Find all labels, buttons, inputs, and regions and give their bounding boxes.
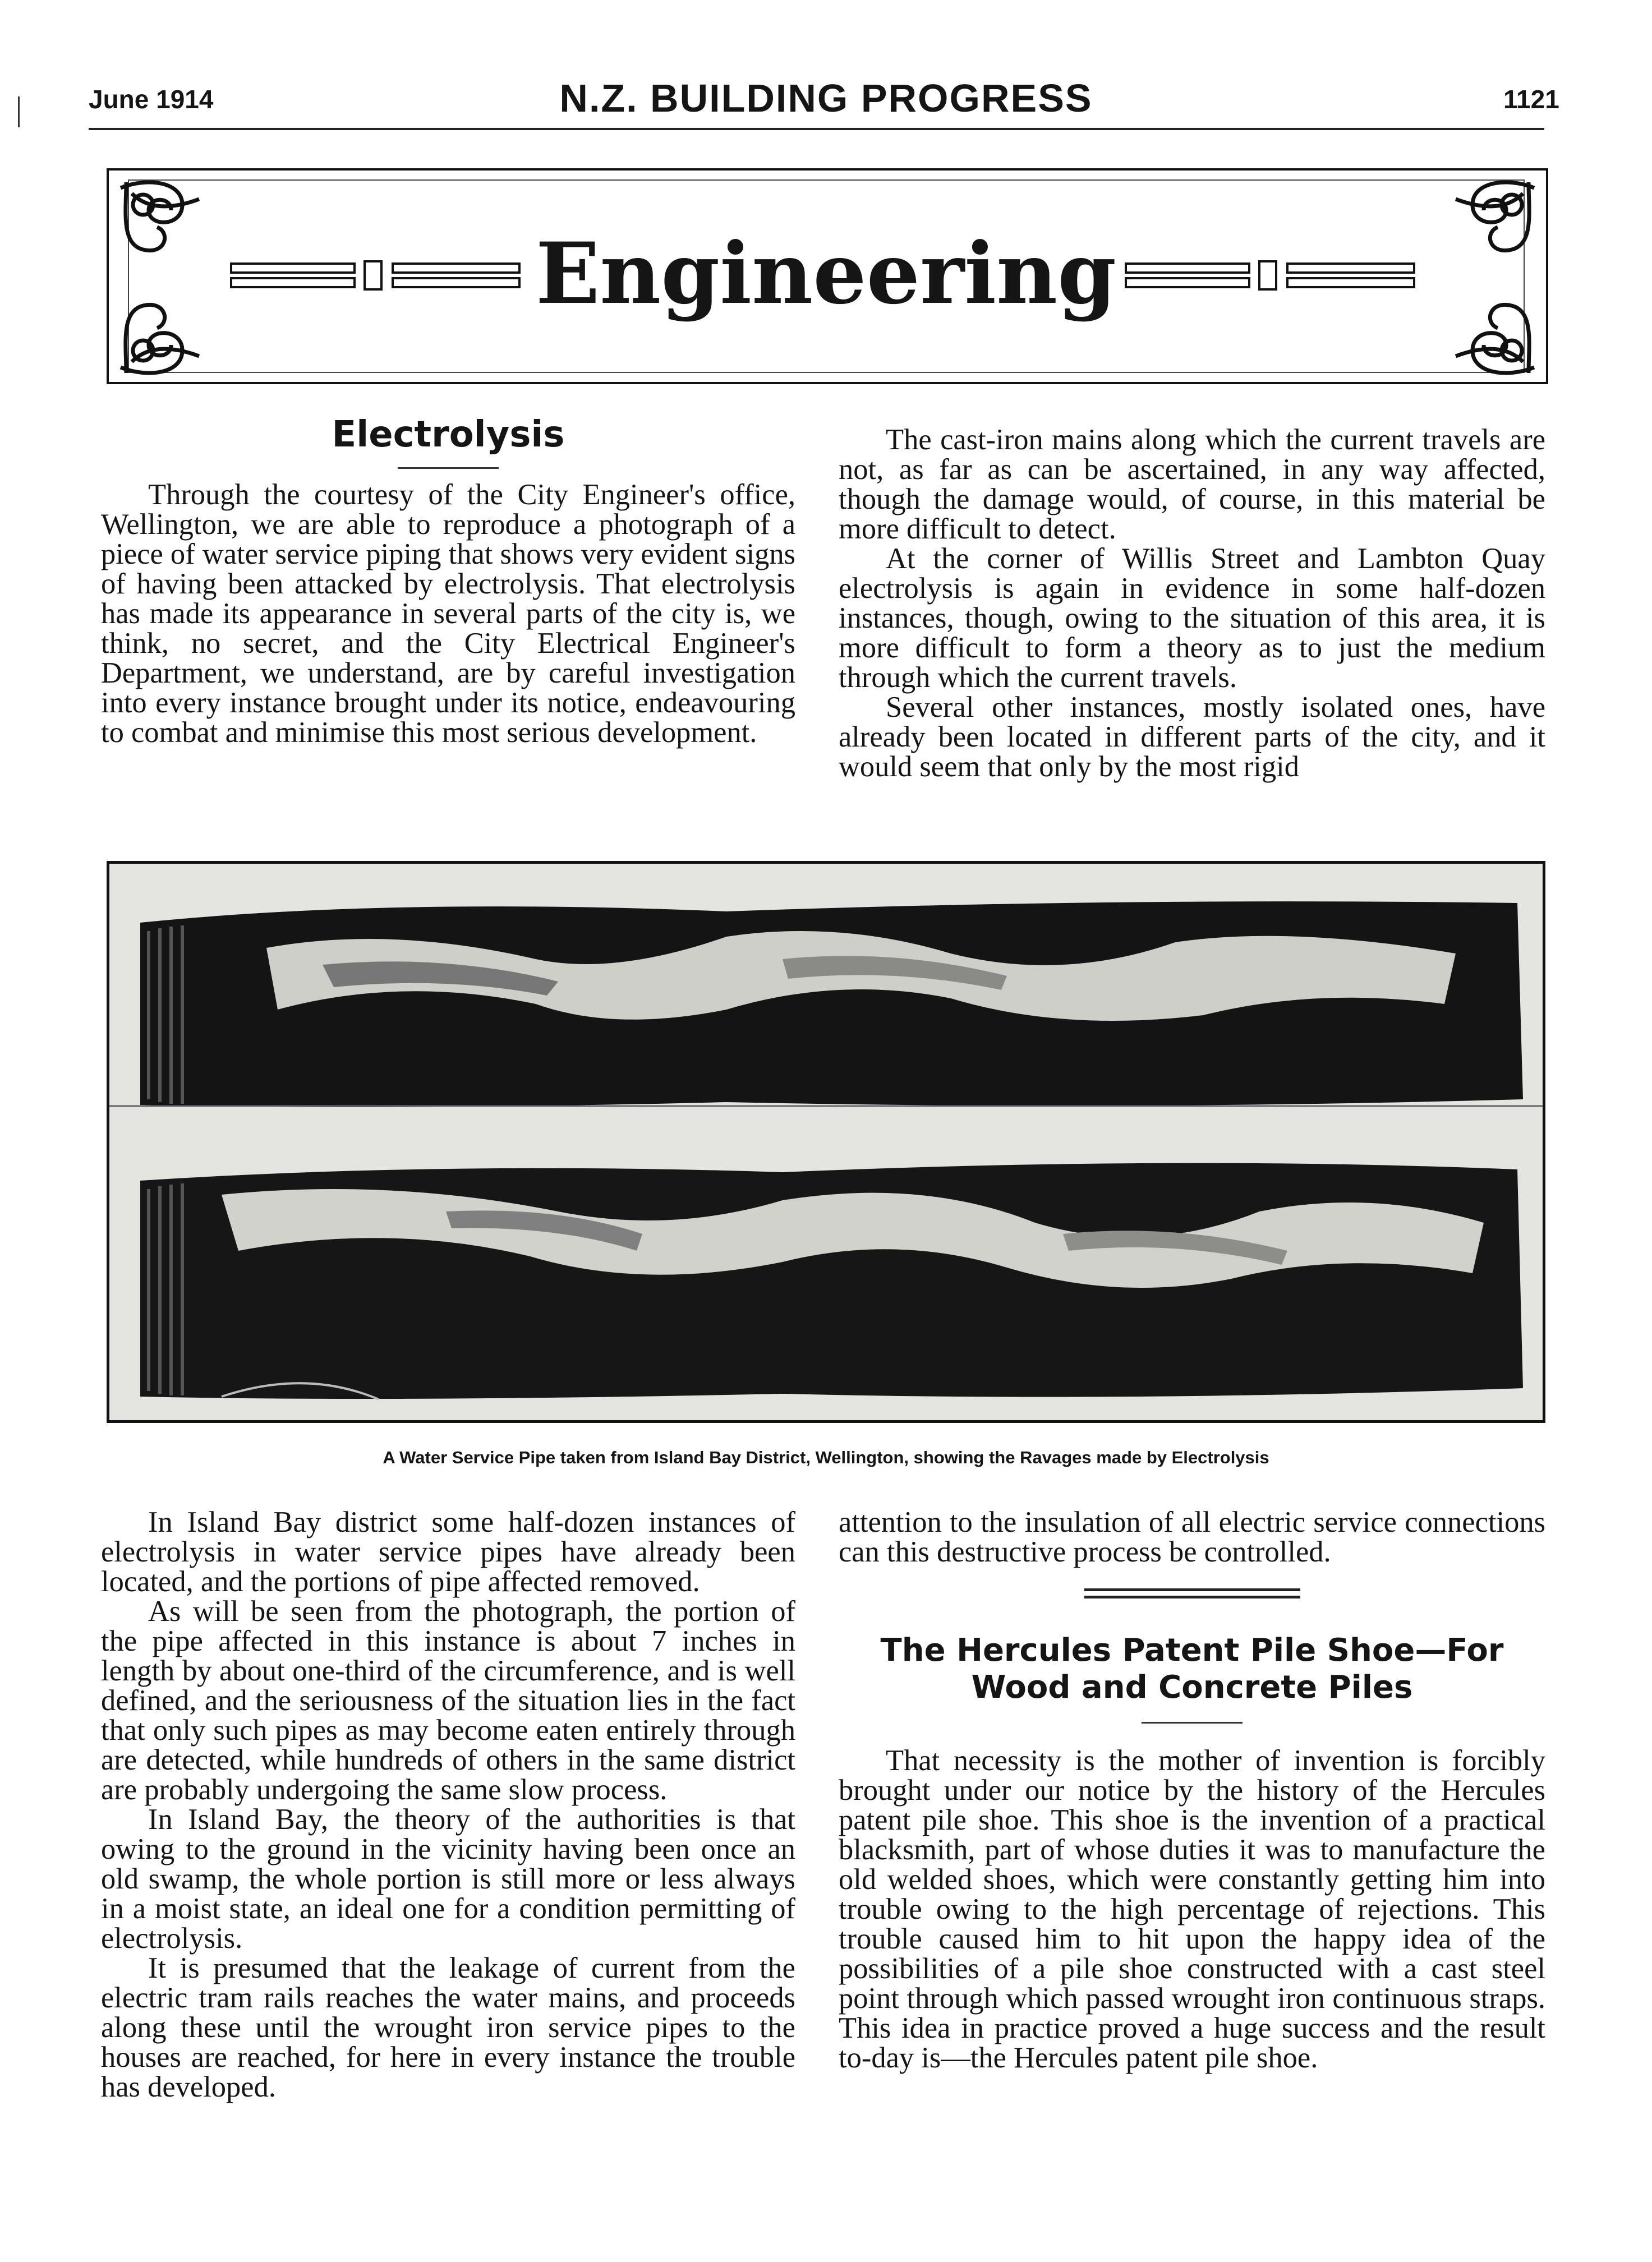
photo-caption: A Water Service Pipe taken from Island Bay District, Wellington, showing the Ravages made by Electrolysis [383, 1448, 1269, 1467]
paragraph: That necessity is the mother of invention is forcibly brought under our notice by the history of the Hercules patent pile shoe. This shoe is the invention of a practical blacksmith, part of whose duties it was to manufacture the old welded shoes, which were constantly getting him into trouble owing to the high percentage of rejections. This trouble caused him to hit upon the happy idea of the possibilities of a pile shoe constructed with a cast steel point through which passed wrought iron continuous straps. This idea in practice proved a huge success and the result to-day is—the Hercules patent pile shoe. [839, 1744, 1545, 2074]
electrolysis-upper-right-column [839, 425, 1545, 782]
section-title: Engineering [535, 224, 1117, 323]
paragraph: Several other instances, mostly isolated ones, have already been located in different parts of the city, and it would seem that only by the most rigid [839, 691, 1545, 783]
paragraph: It is presumed that the leakage of current from the electric tram rails reaches the water mains, and proceeds along these until the wrought iron service pipes to the houses are reached, for here in every instance the trouble has developed. [101, 1952, 795, 2103]
title-rule [398, 467, 499, 469]
article-separator-rule [1084, 1588, 1300, 1598]
article-title-electrolysis: Electrolysis [332, 414, 565, 455]
article-title-hercules [839, 1632, 1545, 1706]
paragraph-continuation: attention to the insulation of all electric service connections can this destructive process be controlled. [839, 1506, 1545, 1568]
corroded-pipe-photograph [107, 861, 1545, 1423]
paragraph: In Island Bay, the theory of the authorities is that owing to the ground in the vicinity having been once an old swamp, the whole portion is still more or less always in a moist state, an ideal one for a condition permitting of electrolysis. [101, 1803, 795, 1955]
issue-date: June 1914 [89, 85, 214, 114]
paragraph: As will be seen from the photograph, the portion of the pipe affected in this instance is about 7 inches in length by about one-third of the circumference, and is well defined, and the seriousness of the situation lies in the fact that only such pipes as may become eaten entirely through are detected, while hundreds of others in the same district are probably undergoing the same slow process. [101, 1595, 795, 1806]
title-rule [1142, 1722, 1243, 1724]
paragraph: In Island Bay district some half-dozen instances of electrolysis in water service pipes have already been located, and the portions of pipe affected removed. [101, 1506, 795, 1598]
article-title-line: The Hercules Patent Pile Shoe—For [880, 1632, 1504, 1669]
paragraph: The cast-iron mains along which the current travels are not, as far as can be ascertained, in any way affected, though the damage would, of course, in this material be more difficult to detect. [839, 423, 1545, 545]
page-number: 1121 [1503, 85, 1559, 114]
publication-title: N.Z. BUILDING PROGRESS [559, 76, 1093, 120]
electrolysis-lower-left-column [101, 1508, 795, 2102]
header-rule [89, 128, 1544, 130]
paragraph: Through the courtesy of the City Engineer's office, Wellington, we are able to reproduce a photograph of a piece of water service piping that shows very evident signs of having been attacked by electrolysis. That electrolysis has made its appearance in several parts of the city is, we think, no secret, and the City Electrical Engineer's Department, we understand, are by careful investigation into every instance brought under its notice, endeavouring to combat and minimise this most serious development. [101, 478, 795, 749]
corroded-pipe-image [109, 864, 1543, 1420]
paragraph: At the corner of Willis Street and Lambton Quay electrolysis is again in evidence in some half-dozen instances, though, owing to the situation of this area, it is more difficult to form a theory as to just the medium through which the current travels. [839, 542, 1545, 694]
lower-right-column [839, 1508, 1545, 2073]
electrolysis-upper-left-column [101, 412, 795, 748]
article-title-line: Wood and Concrete Piles [971, 1669, 1413, 1706]
